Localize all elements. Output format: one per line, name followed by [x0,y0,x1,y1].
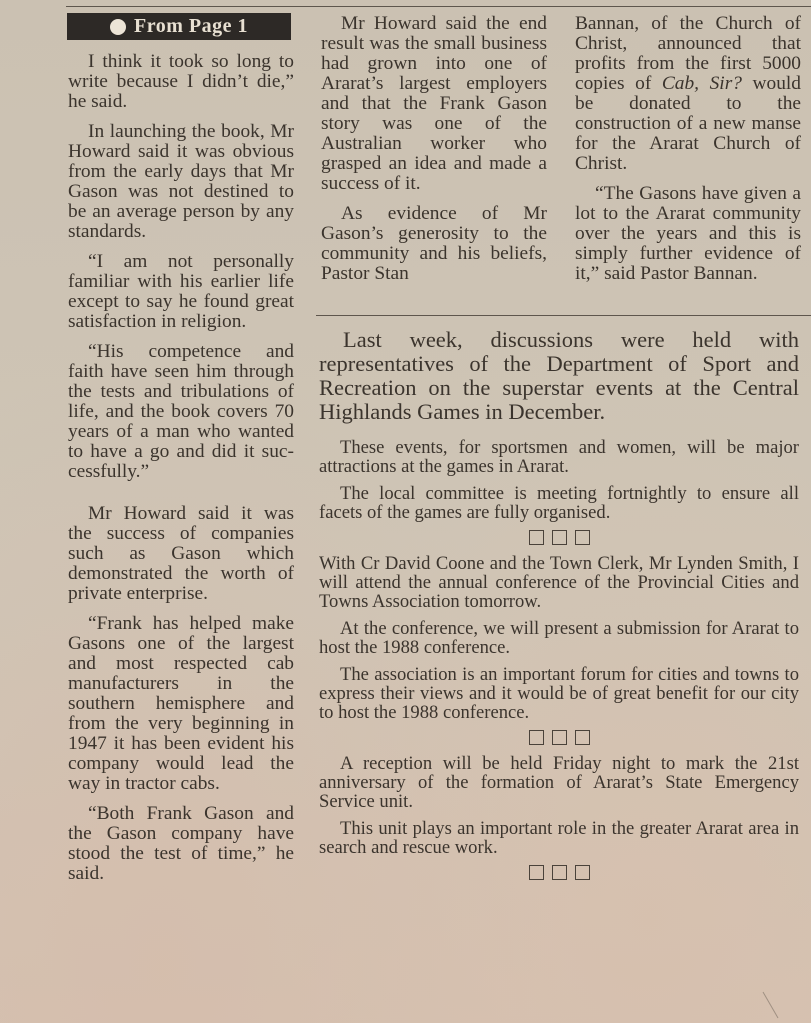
paragraph: “Both Frank Gason and the Gason company have stood the test of time,” he said. [68,803,294,884]
square-icon [552,730,567,745]
paragraph: The local committee is meeting fortnightly to ensure all facets of the games are fully organised. [319,483,799,523]
lead-paragraph: Last week, discussions were held with representatives of the Department of Sport and Recreation on the superstar events at the Central Highlands Games in December. [319,327,799,424]
bullet-circle-icon [110,19,126,35]
lower-article [319,328,799,889]
book-title: Cab, Sir? [661,73,742,94]
square-icon [552,865,567,880]
square-icon [529,730,544,745]
text-run: would be donated to the construction of a new manse for the Ararat Church of Christ. [575,73,801,174]
paper-crease [763,992,779,1018]
column-2 [321,14,547,294]
paragraph: These events, for sportsmen and women, will be major attractions at the games in Ararat. [319,437,799,477]
from-page-1-kicker [67,13,291,40]
paragraph: This unit plays an important role in the greater Ararat area in search and rescue work. [319,818,799,858]
kicker-label: From Page 1 [134,15,248,37]
text-run: Bannan, of the Church of Christ, announced that profits from the first 5000 copies of [575,13,801,94]
paragraph: At the conference, we will present a submission for Ararat to host the 1988 conference. [319,618,799,658]
column-1 [68,52,294,894]
square-icon [575,730,590,745]
paragraph: “I am not personally familiar with his earlier life except to say he found great satisfaction in religion. [68,251,294,332]
paragraph: “His competence and faith have seen him through the tests and tribulations of life, and the book covers 70 years of a man who wanted to have a go and did it successfully.” [68,341,294,482]
three-squares-separator-icon [319,730,799,748]
three-squares-separator-icon [319,865,799,883]
column-3 [575,14,801,294]
paragraph: In launching the book, Mr Howard said it was obvious from the early days that Mr Gason was not destined to be an average person by any standards. [68,121,294,242]
three-squares-separator-icon [319,530,799,548]
paragraph: I think it took so long to write because I didn’t die,” he said. [68,51,294,112]
paragraph: Mr Howard said it was the success of companies such as Gason which demonstrated the worth of private enterprise. [68,503,294,604]
square-icon [552,530,567,545]
top-rule [66,6,811,7]
square-icon [575,865,590,880]
paragraph: With Cr David Coone and the Town Clerk, Mr Lynden Smith, I will attend the annual conference of the Provincial Cities and Towns Association tomorrow. [319,553,799,612]
paragraph: “Frank has helped make Gasons one of the largest and most respected cab manufacturers in the southern hemisphere and from the very beginning in 1947 it has been evident his company would lead the way in tractor cabs. [68,613,294,794]
square-icon [529,865,544,880]
paragraph: A reception will be held Friday night to mark the 21st anniversary of the formation of Ararat’s State Emergency Service unit. [319,753,799,812]
paragraph [575,14,801,174]
square-icon [575,530,590,545]
paragraph: As evidence of Mr Gason’s generosity to the community and his beliefs, Pastor Stan [321,203,547,284]
section-rule [316,315,811,316]
paragraph: Mr Howard said the end result was the small business had grown into one of Ararat’s largest employers and that the Frank Gason story was one of the Australian worker who grasped an idea and made a success of it. [321,13,547,194]
paragraph: The association is an important forum for cities and towns to express their views and it would be of great benefit for our city to host the 1988 conference. [319,664,799,723]
paragraph: “The Gasons have given a lot to the Ararat community over the years and this is simply further evidence of it,” said Pastor Bannan. [575,183,801,284]
square-icon [529,530,544,545]
